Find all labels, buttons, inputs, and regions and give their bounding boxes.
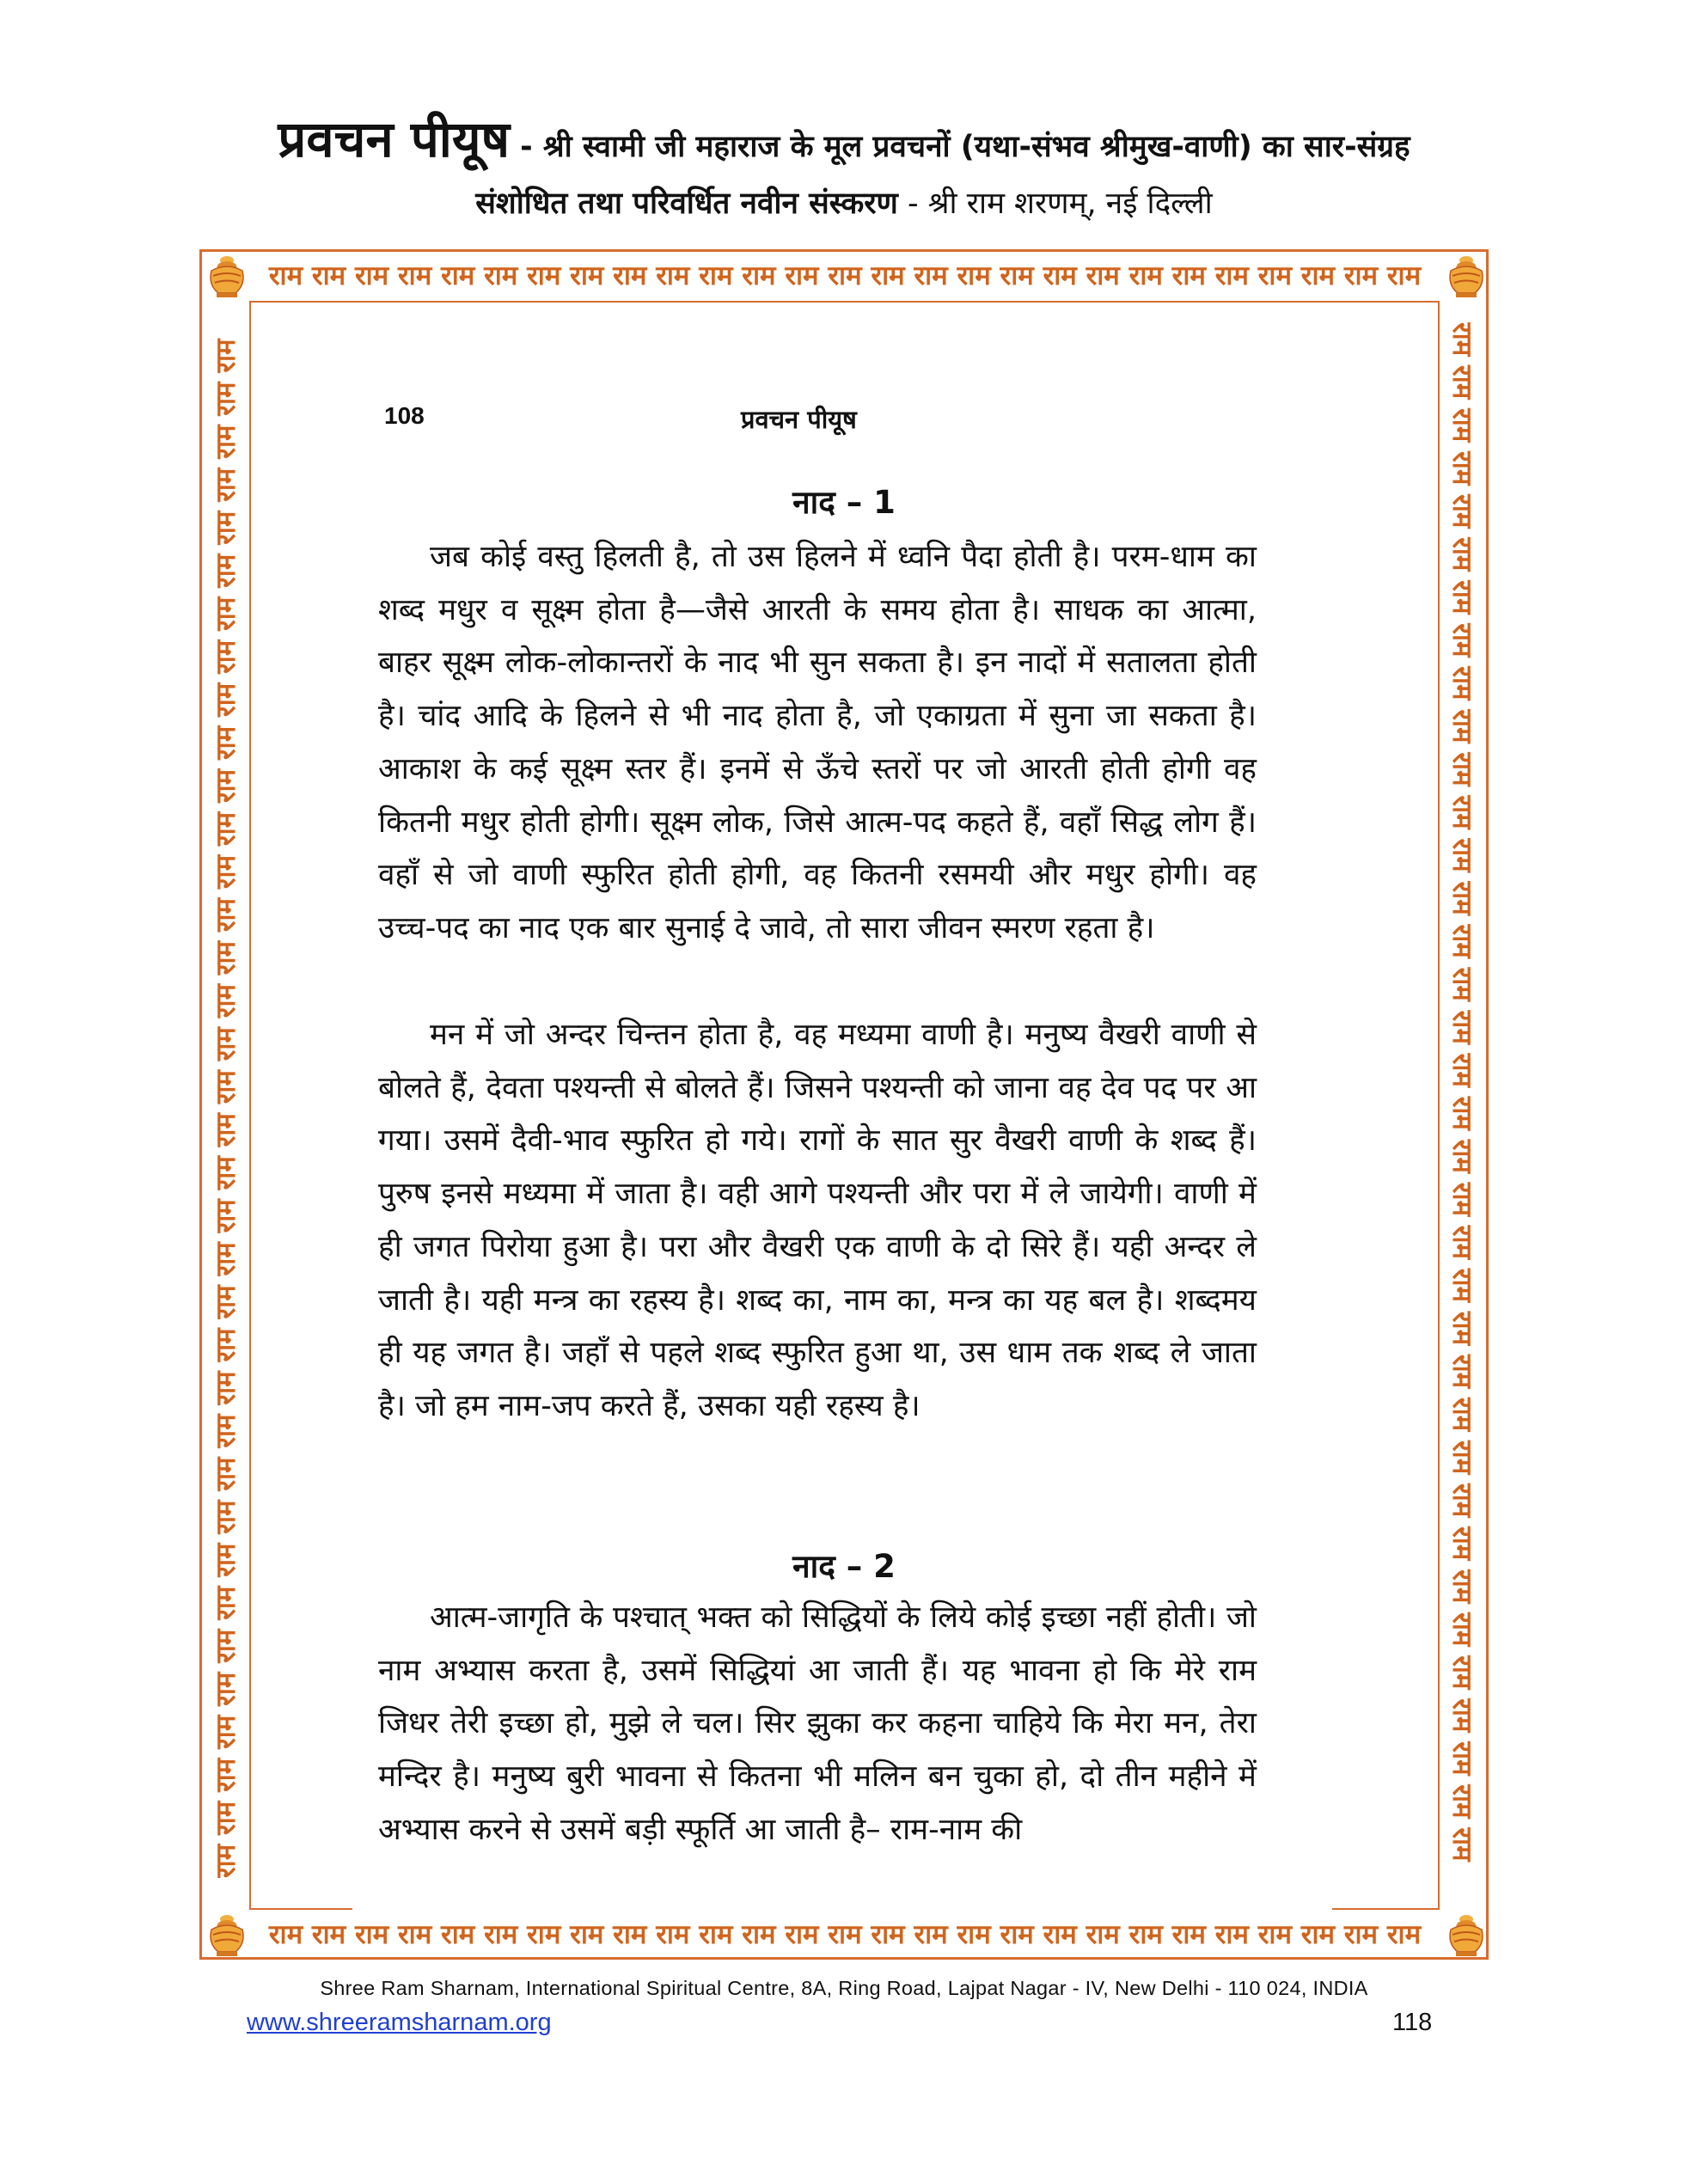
subtitle-edition: संशोधित तथा परिवर्धित नवीन संस्करण: [475, 187, 898, 221]
book-page-number: 108: [384, 402, 425, 429]
ram-border-right: राम राम राम राम राम राम राम राम राम राम राम राम राम राम राम राम राम राम राम राम राम राम राम राम राम राम राम राम राम राम राम राम राम राम राम राम: [1446, 322, 1477, 1862]
footer-address: Shree Ram Sharnam, International Spiritual Centre, 8A, Ring Road, Lajpat Nagar - IV, New Delhi - 110 024, INDIA: [320, 1977, 1368, 1999]
section-title-nad-2: नाद – 2: [792, 1548, 896, 1585]
subtitle-publisher: - श्री राम शरणम्, नई दिल्ली: [897, 187, 1213, 221]
pdf-page-number: 118: [1392, 2009, 1433, 2036]
ram-border-bottom: राम राम राम राम राम राम राम राम राम राम राम राम राम राम राम राम राम राम राम राम राम राम राम राम राम राम राम: [268, 1919, 1422, 1950]
section-title-nad-1: नाद – 1: [792, 484, 896, 521]
paragraph: आत्म-जागृति के पश्चात् भक्त को सिद्धियों के लिये कोई इच्छा नहीं होती। जो नाम अभ्यास करता है, उसमें सिद्धियां आ जाती हैं। यह भावना हो कि मेरे राम जिधर तेरी इच्छा हो, मुझे ले चल। सिर झुका कर कहना चाहिये कि मेरा मन, तेरा मन्दिर है। मनुष्य बुरी भावना से कितना भी मलिन बन चुका हो, दो तीन महीने में अभ्यास करने से उसमें बड़ी स्फूर्ति आ जाती है– राम-नाम की: [378, 1600, 1257, 1847]
running-head: प्रवचन पीयूष: [741, 405, 857, 434]
title-main: प्रवचन पीयूष: [278, 110, 510, 168]
paragraph: मन में जो अन्दर चिन्तन होता है, वह मध्यमा वाणी है। मनुष्य वैखरी वाणी से बोलते हैं, देवता पश्यन्ती से बोलते हैं। जिसने पश्यन्ती को जाना वह देव पद पर आ गया। उसमें दैवी-भाव स्फुरित हो गये। रागों के सात सुर वैखरी वाणी के शब्द हैं। पुरुष इनसे मध्यमा में जाता है। वही आगे पश्यन्ती और परा में ले जायेगी। वाणी में ही जगत पिरोया हुआ है। परा और वैखरी एक वाणी के दो सिरे हैं। यही अन्दर ले जाती है। यही मन्त्र का रहस्य है। शब्द का, नाम का, मन्त्र का यह बल है। शब्दमय ही यह जगत है। जहाँ से पहले शब्द स्फुरित हुआ था, उस धाम तक शब्द ले जाता है। जो हम नाम-जप करते हैं, उसका यही रहस्य है।: [378, 1018, 1257, 1423]
title-description: - श्री स्वामी जी महाराज के मूल प्रवचनों (यथा-संभव श्रीमुख-वाणी) का सार-संग्रह: [509, 130, 1410, 164]
ram-border-left: राम राम राम राम राम राम राम राम राम राम राम राम राम राम राम राम राम राम राम राम राम राम राम राम राम राम राम राम राम राम राम राम राम राम राम राम: [211, 339, 242, 1878]
ram-border-top: राम राम राम राम राम राम राम राम राम राम राम राम राम राम राम राम राम राम राम राम राम राम राम राम राम राम राम: [268, 260, 1422, 291]
website-link[interactable]: www.shreeramsharnam.org: [247, 2009, 552, 2036]
paragraph: जब कोई वस्तु हिलती है, तो उस हिलने में ध्वनि पैदा होती है। परम-धाम का शब्द मधुर व सूक्ष्म होता है—जैसे आरती के समय होता है। साधक का आत्मा, बाहर सूक्ष्म लोक-लोकान्तरों के नाद भी सुन सकता है। इन नादों में सतालता होती है। चांद आदि के हिलने से भी नाद होता है, जो एकाग्रता में सुना जा सकता है। आकाश के कई सूक्ष्म स्तर हैं। इनमें से ऊँचे स्तरों पर जो आरती होती होगी वह कितनी मधुर होती होगी। सूक्ष्म लोक, जिसे आत्म-पद कहते हैं, वहाँ सिद्ध लोग हैं। वहाँ से जो वाणी स्फुरित होती होगी, वह कितनी रसमयी और मधुर होगी। वह उच्च-पद का नाद एक बार सुनाई दे जावे, तो सारा जीवन स्मरण रहता है।: [378, 540, 1257, 945]
